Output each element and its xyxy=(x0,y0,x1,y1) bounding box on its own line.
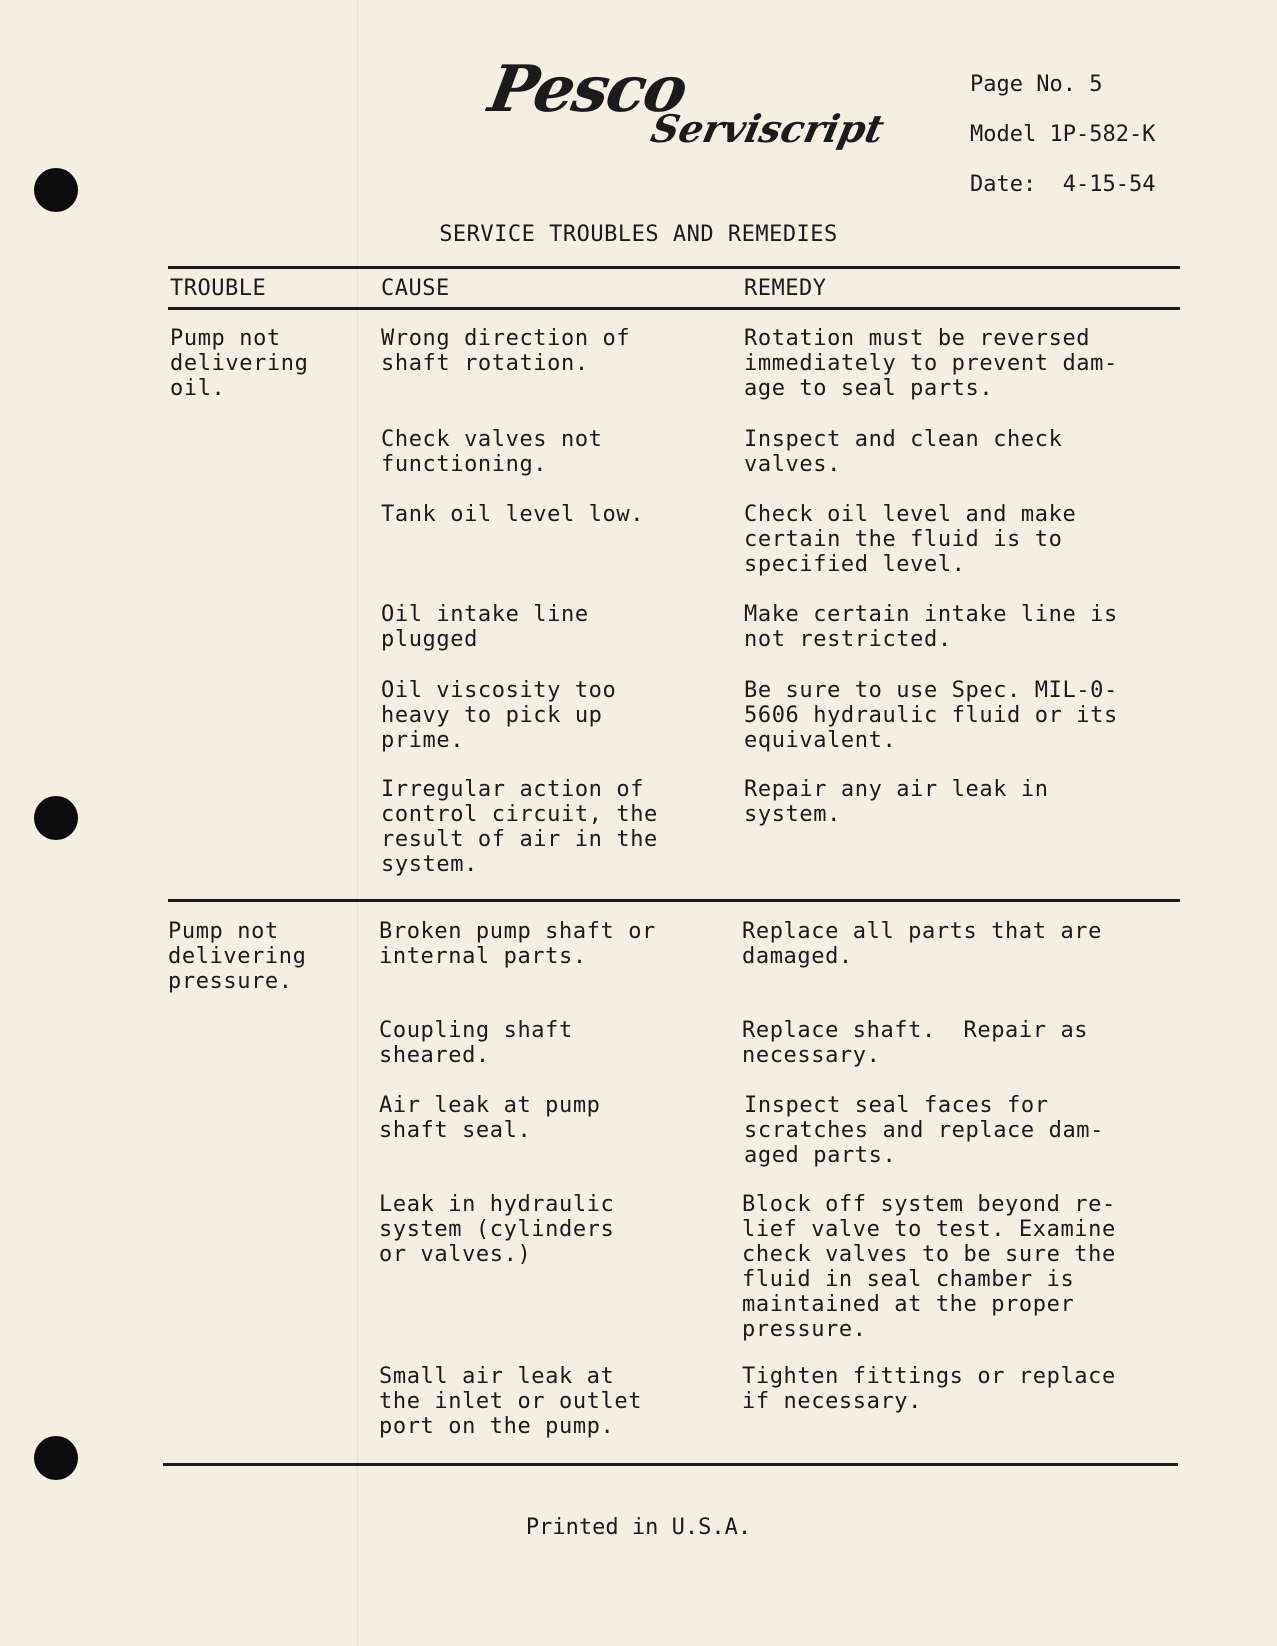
punch-hole xyxy=(34,168,78,212)
cause-cell: Oil viscosity too heavy to pick up prime. xyxy=(381,678,617,753)
cause-cell: Irregular action of control circuit, the result of air in the system. xyxy=(381,777,658,877)
cause-cell: Check valves not functioning. xyxy=(381,427,603,477)
header-cause: CAUSE xyxy=(381,276,450,301)
remedy-cell: Rotation must be reversed immediately to prevent dam- age to seal parts. xyxy=(744,326,1118,401)
logo-brand: Pesco xyxy=(483,52,692,127)
page-number: Page No. 5 xyxy=(970,72,1103,97)
date-label: Date: xyxy=(970,172,1037,197)
remedy-cell: Replace shaft. Repair as necessary. xyxy=(742,1018,1089,1068)
header-trouble: TROUBLE xyxy=(170,276,267,301)
model-number: Model 1P-582-K xyxy=(970,122,1156,147)
date-value: 4-15-54 xyxy=(1062,172,1156,197)
printed-in-usa: Printed in U.S.A. xyxy=(525,1515,752,1540)
header-remedy: REMEDY xyxy=(744,276,827,301)
cause-cell: Coupling shaft sheared. xyxy=(379,1018,573,1068)
remedy-cell: Inspect and clean check valves. xyxy=(744,427,1063,477)
remedy-cell: Make certain intake line is not restricted. xyxy=(744,602,1118,652)
trouble-cell: Pump not delivering pressure. xyxy=(168,919,307,994)
cause-cell: Small air leak at the inlet or outlet port on the pump. xyxy=(379,1364,643,1439)
remedy-cell: Repair any air leak in system. xyxy=(744,777,1049,827)
cause-cell: Air leak at pump shaft seal. xyxy=(379,1093,601,1143)
date-line xyxy=(970,172,1155,197)
header-rule xyxy=(168,307,1180,310)
page-title: SERVICE TROUBLES AND REMEDIES xyxy=(439,222,838,247)
pesco-serviscript-logo xyxy=(483,52,889,172)
remedy-cell: Block off system beyond re- lief valve to test. Examine check valves to be sure the fluid in seal chamber is maintained at the proper pressure. xyxy=(742,1192,1116,1342)
cause-cell: Oil intake line plugged xyxy=(381,602,589,652)
remedy-cell: Check oil level and make certain the fluid is to specified level. xyxy=(744,502,1077,577)
logo-product: Serviscript xyxy=(647,106,889,151)
table-bottom-rule xyxy=(163,1463,1178,1466)
remedy-cell: Inspect seal faces for scratches and replace dam- aged parts. xyxy=(744,1093,1104,1168)
cause-cell: Broken pump shaft or internal parts. xyxy=(379,919,656,969)
remedy-cell: Be sure to use Spec. MIL-0- 5606 hydraulic fluid or its equivalent. xyxy=(744,678,1118,753)
table-top-rule xyxy=(168,266,1180,269)
cause-cell: Leak in hydraulic system (cylinders or valves.) xyxy=(379,1192,615,1267)
remedy-cell: Replace all parts that are damaged. xyxy=(742,919,1102,969)
remedy-cell: Tighten fittings or replace if necessary. xyxy=(742,1364,1116,1414)
trouble-cell: Pump not delivering oil. xyxy=(170,326,309,401)
section-divider xyxy=(168,899,1180,902)
cause-cell: Tank oil level low. xyxy=(381,502,645,527)
punch-hole xyxy=(34,796,78,840)
punch-hole xyxy=(34,1436,78,1480)
cause-cell: Wrong direction of shaft rotation. xyxy=(381,326,631,376)
